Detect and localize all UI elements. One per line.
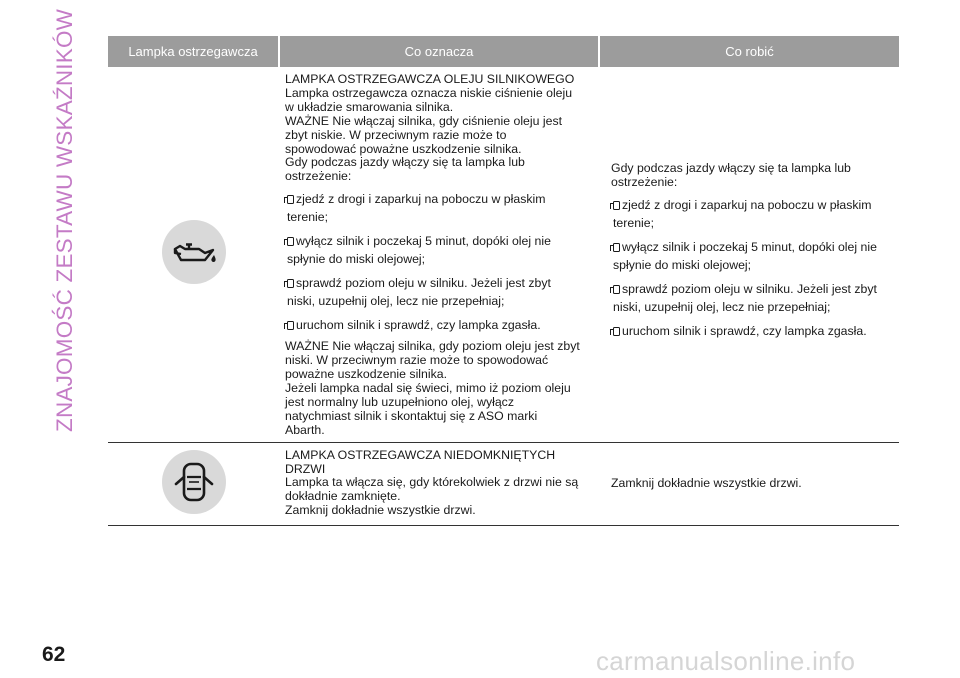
list-item [287,316,593,334]
warning-lights-table [108,36,899,526]
bullet-box-icon [613,243,620,252]
oil-pressure-description [279,67,599,442]
text-line: Zamknij dokładnie wszystkie drzwi. [611,475,802,490]
text-line: Lampka ostrzegawcza oznacza niskie ciśnienie oleju [285,85,573,100]
text-line: Jeżeli lampka nadal się świeci, mimo iż poziom oleju [285,380,571,395]
list-item-text: zjedź z drogi i zaparkuj na poboczu w płaskim [622,198,872,213]
text-line: dokładnie zamknięte. [285,489,401,504]
list-item-text: sprawdź poziom oleju w silniku. Jeżeli jest zbyt [622,282,877,297]
list-item-text: terenie; [287,210,329,225]
text-line: poważne uszkodzenie silnika. [285,367,448,382]
watermark-text: carmanualsonline.info [596,646,856,676]
header-warning-light: Lampka ostrzegawcza [108,36,279,67]
list-item [613,238,891,274]
section-title-vertical: ZNAJOMOŚĆ ZESTAWU WSKAŹNIKÓW [52,8,77,432]
list-item [613,322,891,340]
text-line: spowodować poważne uszkodzenie silnika. [285,141,522,156]
list-item [287,190,593,226]
list-item-text: spłynie do miski olejowej; [287,252,426,267]
list-item [613,196,891,232]
text-line: w układzie smarowania silnika. [285,99,454,114]
text-line: WAŻNE Nie włączaj silnika, gdy ciśnienie oleju jest [285,113,563,128]
table-row [108,67,899,442]
page-number: 62 [42,643,66,666]
text-line: natychmiast silnik i skontaktuj się z ASO marki [285,408,538,423]
bullet-box-icon [287,195,294,204]
text-line: Lampka ta włącza się, gdy którekolwiek z drzwi nie są [285,475,579,490]
table-row [108,442,899,525]
text-line: Zamknij dokładnie wszystkie drzwi. [285,503,476,518]
text-line: LAMPKA OSTRZEGAWCZA NIEDOMKNIĘTYCH [285,447,556,462]
text-line: DRZWI [285,461,326,476]
text-line: Gdy podczas jazdy włączy się ta lampka lub [285,155,525,170]
list-item-text: niski, uzupełnij olej, lecz nie przepełniaj; [613,300,831,315]
bullet-box-icon [613,285,620,294]
list-item [287,274,593,310]
list-item-text: zjedź z drogi i zaparkuj na poboczu w płaskim [296,192,546,207]
bullet-box-icon [287,279,294,288]
text-line: jest normalny lub uzupełniono olej, wyłącz [285,394,514,409]
list-item-text: terenie; [613,216,655,231]
list-item-text: sprawdź poziom oleju w silniku. Jeżeli jest zbyt [296,276,551,291]
door-open-icon [161,449,227,515]
bullet-box-icon [613,327,620,336]
bullet-box-icon [287,237,294,246]
text-line: zbyt niskie. W przeciwnym razie może to [285,127,507,142]
table-header-row [108,36,899,67]
bullet-box-icon [287,321,294,330]
text-line: ostrzeżenie: [611,175,678,190]
list-item [613,280,891,316]
text-line: WAŻNE Nie włączaj silnika, gdy poziom oleju jest zbyt [285,339,580,354]
door-open-description [279,442,599,525]
header-action: Co robić [599,36,899,67]
text-line: ostrzeżenie: [285,169,352,184]
text-line: niski. W przeciwnym razie może to spowodować [285,353,549,368]
door-open-action [599,442,899,525]
list-item-text: uruchom silnik i sprawdź, czy lampka zgasła. [296,318,541,333]
header-meaning: Co oznacza [279,36,599,67]
list-item-text: uruchom silnik i sprawdź, czy lampka zgasła. [622,324,867,339]
text-line: Abarth. [285,422,325,437]
list-item-text: niski, uzupełnij olej, lecz nie przepełniaj; [287,294,505,309]
list-item-text: wyłącz silnik i poczekaj 5 minut, dopóki olej nie [622,240,877,255]
text-line: LAMPKA OSTRZEGAWCZA OLEJU SILNIKOWEGO [285,72,575,86]
oil-pressure-action [599,67,899,442]
oil-pressure-icon [161,219,227,285]
text-line: Gdy podczas jazdy włączy się ta lampka lub [611,161,851,176]
bullet-box-icon [613,201,620,210]
list-item-text: wyłącz silnik i poczekaj 5 minut, dopóki olej nie [296,234,551,249]
list-item-text: spłynie do miski olejowej; [613,258,752,273]
list-item [287,232,593,268]
